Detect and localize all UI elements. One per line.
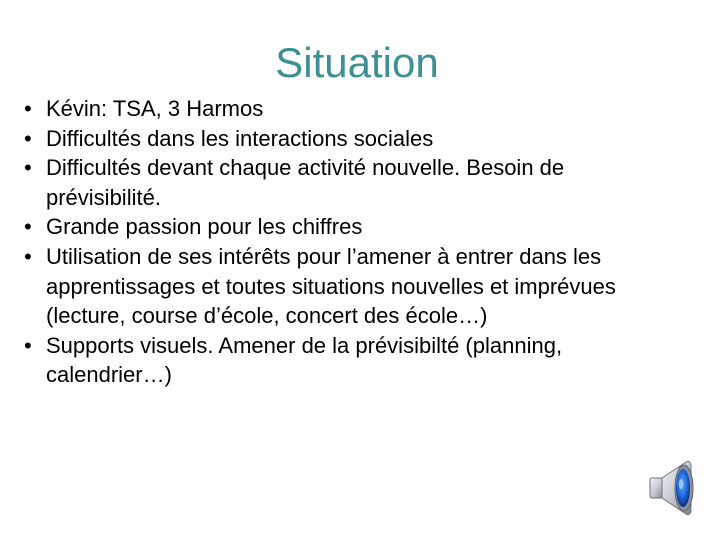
bullet-marker: • [24,155,32,181]
slide-title [0,40,720,86]
bullet-item [24,331,684,390]
bullet-item [24,242,684,331]
bullet-item [24,153,684,212]
bullet-text: Difficultés dans les interactions sociales [46,125,434,151]
bullet-text: Difficultés devant chaque activité nouvelle. Besoin de prévisibilité. [46,155,565,210]
bullet-text: Grande passion pour les chiffres [46,214,363,240]
slide-title-text: Situation [275,39,439,86]
bullet-marker: • [24,332,32,358]
bullet-item [24,212,684,242]
bullet-text: Supports visuels. Amener de la prévisibilté (planning, calendrier…) [46,332,563,388]
bullet-marker: • [24,243,32,269]
bullet-marker: • [24,125,32,151]
speaker-icon-graphic [646,458,702,518]
bullet-text: Utilisation de ses intérêts pour l’amener à entrer dans les apprentissages et toutes situations nouvelles et imprévues (lecture, course d’école, concert des école…) [46,243,616,329]
bullet-marker: • [24,96,32,121]
bullet-list [24,94,684,390]
bullet-item [24,94,684,124]
bullet-text: Kévin: TSA, 3 Harmos [46,96,264,121]
speaker-icon[interactable] [646,458,702,518]
bullet-item [24,124,684,154]
bullet-marker: • [24,214,32,240]
